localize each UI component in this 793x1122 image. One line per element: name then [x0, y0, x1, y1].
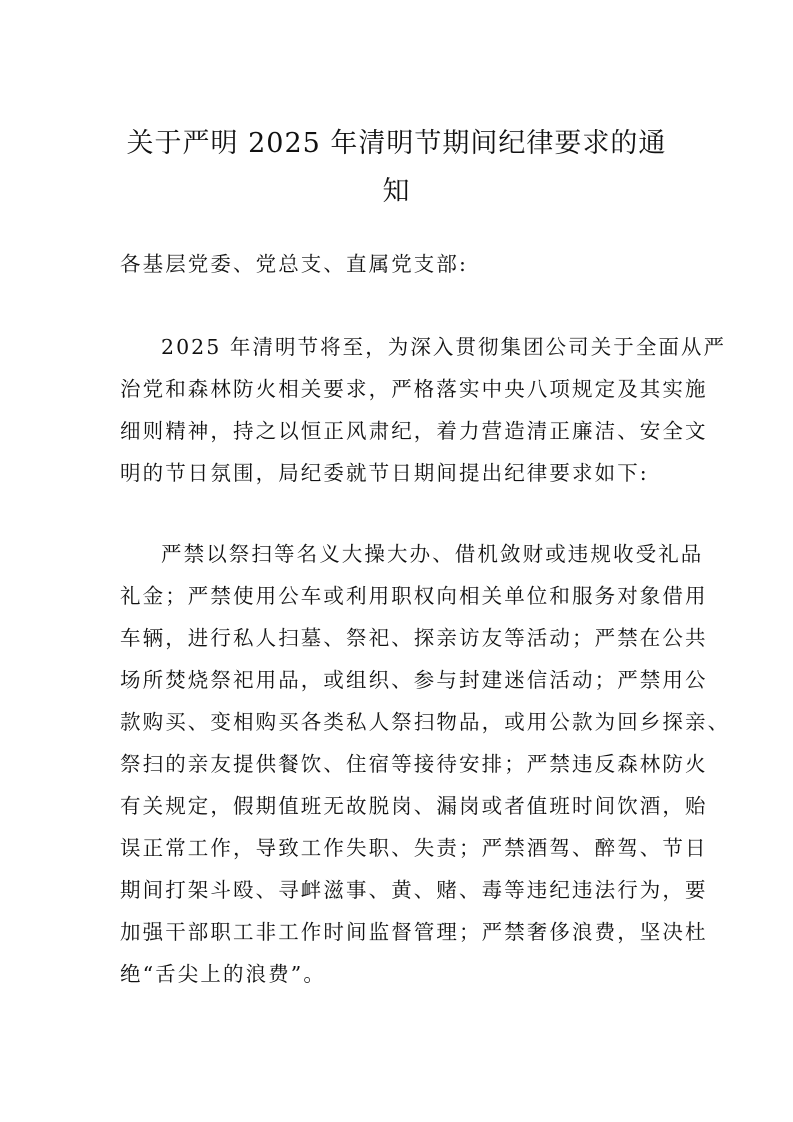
paragraph-1-line-4: 明的节日氛围，局纪委就节日期间提出纪律要求如下: [120, 461, 649, 485]
paragraph-2-line-11: 绝“舌尖上的浪费”。 [120, 962, 326, 986]
paragraph-2-line-1: 严禁以祭扫等名义大操大办、借机敛财或违规收受礼品 [161, 542, 704, 566]
document-title-line-1: 关于严明 2025 年清明节期间纪律要求的通 [126, 128, 667, 159]
paragraph-2-line-4: 场所焚烧祭祀用品，或组织、参与封建迷信活动；严禁用公 [120, 668, 708, 692]
paragraph-1-line-1: 2025 年清明节将至，为深入贯彻集团公司关于全面从严 [161, 335, 727, 359]
paragraph-1-line-2: 治党和森林防火相关要求，严格落实中央八项规定及其实施 [120, 377, 708, 401]
paragraph-2-line-3: 车辆，进行私人扫墓、祭祀、探亲访友等活动；严禁在公共 [120, 626, 708, 650]
salutation: 各基层党委、党总支、直属党支部: [120, 252, 469, 276]
document-title-line-2: 知 [382, 176, 411, 207]
paragraph-2-line-2: 礼金；严禁使用公车或利用职权向相关单位和服务对象借用 [120, 584, 708, 608]
paragraph-1-line-3: 细则精神，持之以恒正风肃纪，着力营造清正廉洁、安全文 [120, 419, 708, 443]
paragraph-2-line-5: 款购买、变相购买各类私人祭扫物品，或用公款为回乡探亲、 [120, 710, 731, 734]
paragraph-2-line-9: 期间打架斗殴、寻衅滋事、黄、赌、毒等违纪违法行为，要 [120, 878, 708, 902]
paragraph-2-line-8: 误正常工作，导致工作失职、失责；严禁酒驾、醉驾、节日 [120, 836, 708, 860]
paragraph-2-line-6: 祭扫的亲友提供餐饮、住宿等接待安排；严禁违反森林防火 [120, 752, 708, 776]
paragraph-2-line-10: 加强干部职工非工作时间监督管理；严禁奢侈浪费，坚决杜 [120, 920, 708, 944]
paragraph-2-line-7: 有关规定，假期值班无故脱岗、漏岗或者值班时间饮酒，贻 [120, 794, 708, 818]
